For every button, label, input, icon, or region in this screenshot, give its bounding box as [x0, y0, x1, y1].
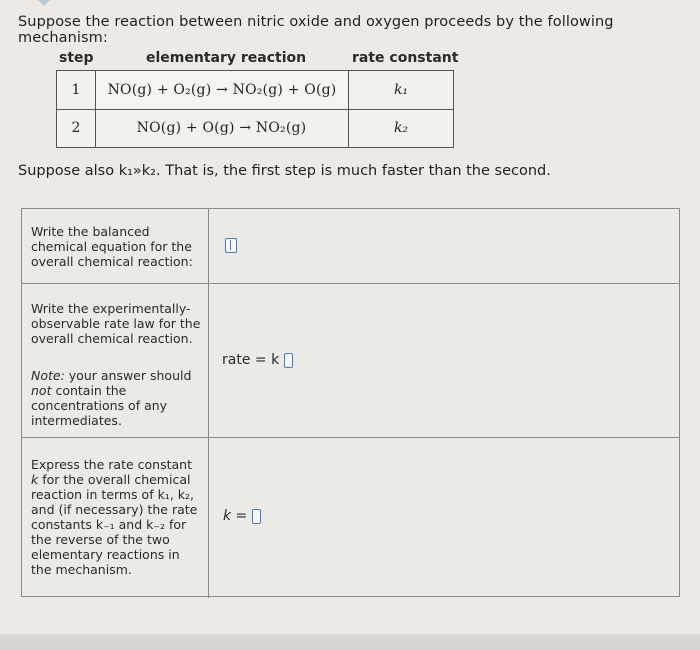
- question-table: [21, 208, 680, 597]
- question-prompt: Write the balanced chemical equation for the overall chemical reaction:: [22, 209, 209, 283]
- note-emphasis: not: [31, 383, 52, 398]
- note-body: your answer should: [64, 368, 192, 383]
- header-step: step: [59, 50, 94, 66]
- rate-prefix: rate = k: [222, 352, 280, 368]
- question-prompt: [22, 438, 209, 598]
- rate-law-answer: [222, 352, 293, 368]
- elementary-reaction: [95, 71, 349, 109]
- reaction-text: NO(g) + O(g) → NO₂(g): [136, 120, 307, 136]
- question-row-overall-equation: [22, 209, 679, 284]
- mechanism-table: [56, 70, 454, 148]
- note-rest: contain the concentrations of any intermediates.: [31, 383, 168, 428]
- rate-constant-input[interactable]: [252, 509, 261, 524]
- header-rate-constant: rate constant: [352, 50, 459, 66]
- question-prompt-cell: [22, 284, 209, 437]
- question-row-rate-constant: [22, 438, 679, 598]
- step-number: 2: [57, 109, 96, 147]
- rate-constant-answer: [223, 508, 261, 524]
- answer-cell: [209, 209, 679, 283]
- reaction-text: NO(g) + O₂(g) → NO₂(g) + O(g): [107, 82, 337, 98]
- answer-cell: [209, 284, 679, 437]
- mechanism-row-1: [57, 71, 453, 110]
- note-text: [31, 368, 201, 428]
- question-prompt: Write the experimentally-observable rate law for the overall chemical reaction.: [31, 301, 201, 346]
- answer-cell: [209, 438, 679, 598]
- equation-answer-input[interactable]: [225, 238, 237, 253]
- prompt-part-a: Express the rate constant: [31, 457, 192, 472]
- k-prefix: k =: [223, 508, 248, 524]
- header-elementary-reaction: elementary reaction: [146, 50, 307, 66]
- rate-law-input[interactable]: [284, 353, 293, 368]
- prompt-part-k: k: [31, 472, 39, 487]
- rate-constant: k₂: [393, 120, 409, 136]
- step-number: 1: [57, 71, 96, 109]
- note-label: Note:: [31, 368, 65, 383]
- top-indicator: [38, 0, 50, 6]
- assumption-text: Suppose also k₁»k₂. That is, the first step is much faster than the second.: [18, 163, 551, 179]
- prompt-part-c: for the overall chemical reaction in terms of k₁, k₂, and (if necessary) the rate constants k₋₁ and k₋₂ for the reverse of the two elementary reactions in the mechanism.: [31, 472, 198, 577]
- bottom-strip: [0, 634, 700, 650]
- rate-constant: k₁: [393, 82, 409, 98]
- question-row-rate-law: [22, 284, 679, 438]
- mechanism-row-2: [57, 109, 453, 147]
- intro-text: Suppose the reaction between nitric oxide and oxygen proceeds by the following mechanism:: [18, 14, 614, 46]
- elementary-reaction: [95, 109, 349, 147]
